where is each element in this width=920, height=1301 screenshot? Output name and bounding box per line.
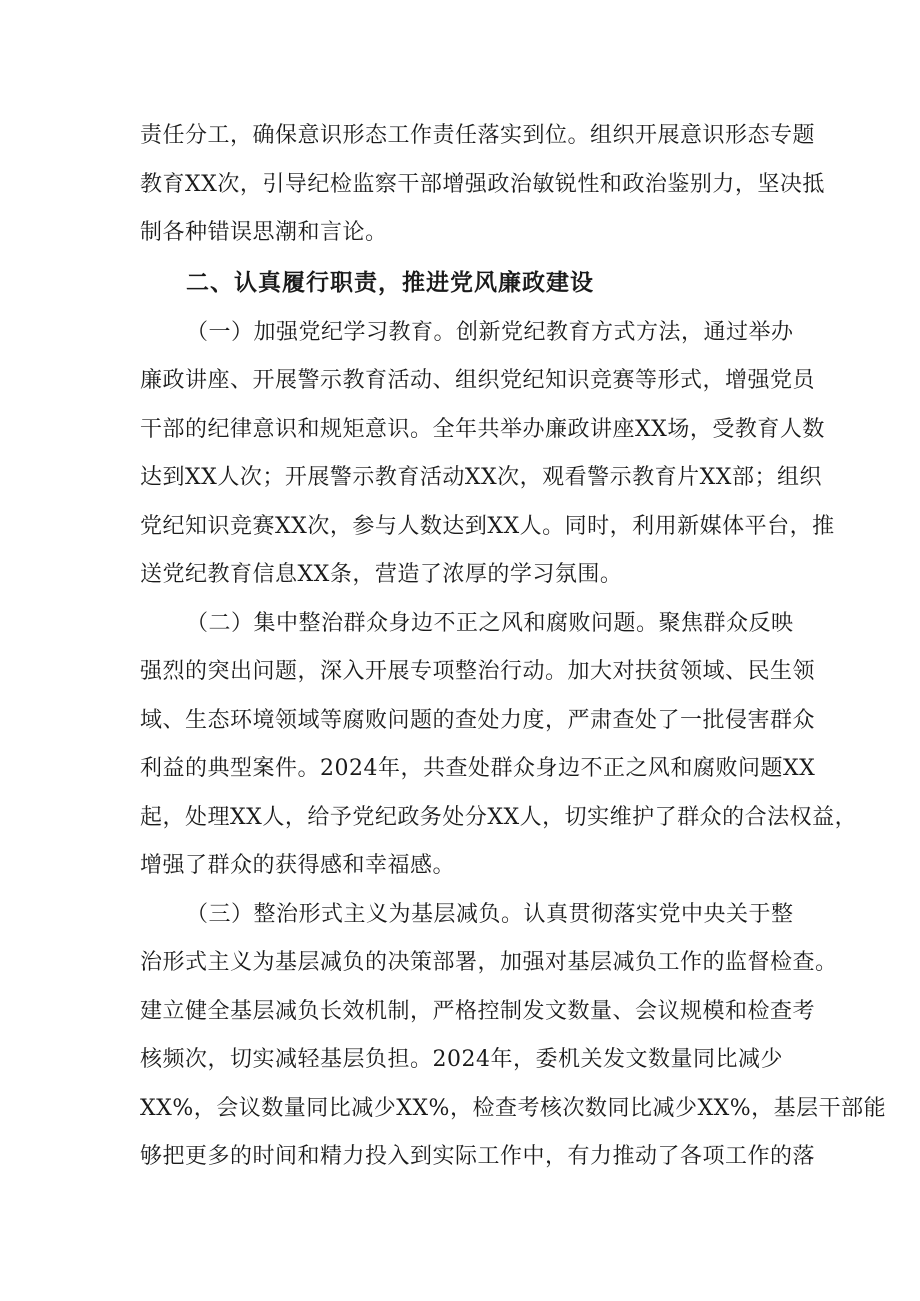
text-line: （二）集中整治群众身边不正之风和腐败问题。聚焦群众反映 — [186, 611, 794, 636]
text-line: 制各种错误思潮和言论。 — [140, 220, 388, 245]
text-line: 达到XX人次；开展警示教育活动XX次，观看警示教育片XX部；组织 — [140, 465, 822, 490]
text-line: XX%，会议数量同比减少XX%，检查考核次数同比减少XX%，基层干部能 — [140, 1096, 887, 1121]
text-line: 廉政讲座、开展警示教育活动、组织党纪知识竞赛等形式，增强党员 — [140, 368, 816, 393]
text-line: 党纪知识竞赛XX次，参与人数达到XX人。同时，利用新媒体平台，推 — [140, 514, 835, 539]
text-line: 干部的纪律意识和规矩意识。全年共举办廉政讲座XX场，受教育人数 — [140, 417, 825, 442]
text-line: 起，处理XX人，给予党纪政务处分XX人，切实维护了群众的合法权益， — [140, 805, 858, 830]
text-line: 增强了群众的获得感和幸福感。 — [140, 853, 456, 878]
section-heading: 二、认真履行职责，推进党风廉政建设 — [186, 270, 594, 296]
text-line: 责任分工，确保意识形态工作责任落实到位。组织开展意识形态专题 — [140, 123, 816, 148]
text-line: 教育XX次，引导纪检监察干部增强政治敏锐性和政治鉴别力，坚决抵 — [140, 172, 825, 197]
text-line: 建立健全基层减负长效机制，严格控制发文数量、会议规模和检查考 — [140, 999, 816, 1024]
text-line: （一）加强党纪学习教育。创新党纪教育方式方法，通过举办 — [186, 320, 794, 345]
text-line: 核频次，切实减轻基层负担。2024年，委机关发文数量同比减少 — [140, 1047, 783, 1072]
text-line: 利益的典型案件。2024年，共查处群众身边不正之风和腐败问题XX — [140, 756, 816, 781]
text-line: 送党纪教育信息XX条，营造了浓厚的学习氛围。 — [140, 562, 623, 587]
text-line: 够把更多的时间和精力投入到实际工作中，有力推动了各项工作的落 — [140, 1144, 816, 1169]
text-line: 域、生态环境领域等腐败问题的查处力度，严肃查处了一批侵害群众 — [140, 708, 816, 733]
text-line: 强烈的突出问题，深入开展专项整治行动。加大对扶贫领域、民生领 — [140, 659, 816, 684]
text-line: （三）整治形式主义为基层减负。认真贯彻落实党中央关于整 — [186, 902, 794, 927]
text-line: 治形式主义为基层减负的决策部署，加强对基层减负工作的监督检查。 — [140, 950, 838, 975]
